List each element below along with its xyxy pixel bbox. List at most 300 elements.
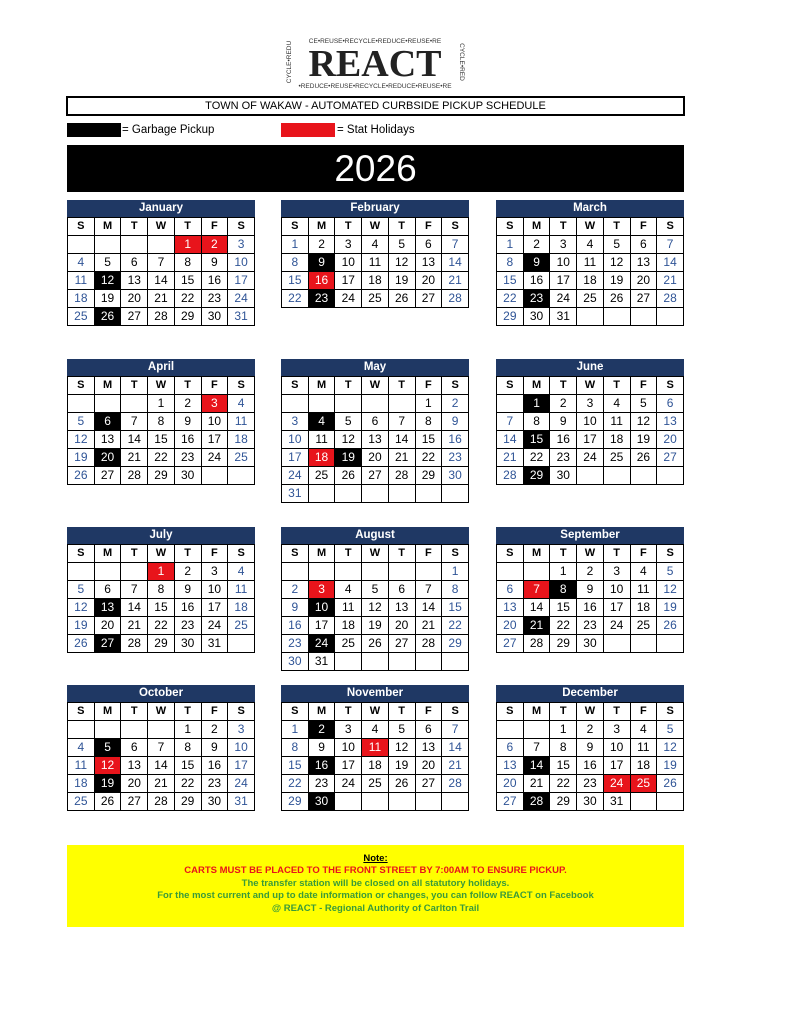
weekday-header: S xyxy=(497,703,524,721)
empty-cell xyxy=(68,721,95,739)
weekday-header: T xyxy=(335,545,362,563)
weekday-header: W xyxy=(362,545,389,563)
day-cell: 9 xyxy=(174,581,201,599)
day-cell: 28 xyxy=(497,467,524,485)
day-cell: 6 xyxy=(94,581,121,599)
day-cell: 4 xyxy=(362,721,389,739)
day-cell: 7 xyxy=(121,413,148,431)
day-cell: 25 xyxy=(68,308,95,326)
day-cell: 22 xyxy=(174,775,201,793)
month-name: June xyxy=(496,359,684,376)
weekday-header: F xyxy=(630,545,657,563)
day-cell: 9 xyxy=(201,254,228,272)
day-cell: 8 xyxy=(174,739,201,757)
day-cell: 8 xyxy=(282,254,309,272)
day-cell: 17 xyxy=(228,272,255,290)
weekday-header: M xyxy=(308,545,335,563)
day-cell: 12 xyxy=(94,272,121,290)
day-cell: 29 xyxy=(550,793,577,811)
day-cell: 10 xyxy=(577,413,604,431)
empty-cell xyxy=(362,395,389,413)
day-cell: 3 xyxy=(201,563,228,581)
empty-cell xyxy=(335,653,362,671)
day-cell: 16 xyxy=(523,272,550,290)
weekday-header: F xyxy=(415,377,442,395)
day-cell: 3 xyxy=(335,236,362,254)
logo-word: REACT xyxy=(308,43,442,85)
day-cell: 22 xyxy=(148,617,175,635)
day-cell: 4 xyxy=(630,563,657,581)
day-cell: 22 xyxy=(174,290,201,308)
day-cell: 18 xyxy=(335,617,362,635)
day-cell: 19 xyxy=(68,617,95,635)
weekday-header: S xyxy=(282,377,309,395)
day-cell: 12 xyxy=(94,757,121,775)
day-cell: 11 xyxy=(228,581,255,599)
empty-cell xyxy=(630,635,657,653)
note-line-pickup: CARTS MUST BE PLACED TO THE FRONT STREET BY 7:00AM TO ENSURE PICKUP. xyxy=(184,865,567,876)
weekday-header: T xyxy=(603,703,630,721)
day-cell: 17 xyxy=(228,757,255,775)
weekday-header: M xyxy=(94,545,121,563)
day-cell: 3 xyxy=(577,395,604,413)
day-cell: 25 xyxy=(630,617,657,635)
day-cell: 11 xyxy=(228,413,255,431)
day-cell: 13 xyxy=(362,431,389,449)
day-cell: 3 xyxy=(228,721,255,739)
logo-ring-left: CYCLE•REDU xyxy=(286,40,293,84)
day-cell: 12 xyxy=(388,254,415,272)
day-cell: 25 xyxy=(335,635,362,653)
day-cell: 14 xyxy=(657,254,684,272)
weekday-header: T xyxy=(335,703,362,721)
day-cell: 9 xyxy=(577,739,604,757)
empty-cell xyxy=(388,793,415,811)
day-cell: 7 xyxy=(121,581,148,599)
day-cell: 20 xyxy=(415,272,442,290)
day-cell: 23 xyxy=(308,290,335,308)
day-cell: 12 xyxy=(657,739,684,757)
empty-cell xyxy=(68,395,95,413)
day-cell: 23 xyxy=(282,635,309,653)
weekday-header: W xyxy=(148,703,175,721)
empty-cell xyxy=(442,653,469,671)
day-cell: 9 xyxy=(550,413,577,431)
day-cell: 12 xyxy=(657,581,684,599)
weekday-header: T xyxy=(550,545,577,563)
day-cell: 10 xyxy=(550,254,577,272)
empty-cell xyxy=(657,793,684,811)
day-cell: 23 xyxy=(308,775,335,793)
day-cell: 7 xyxy=(148,739,175,757)
day-cell: 2 xyxy=(174,395,201,413)
day-cell: 18 xyxy=(603,431,630,449)
day-cell: 8 xyxy=(550,739,577,757)
month-name: August xyxy=(281,527,469,544)
day-cell: 10 xyxy=(201,581,228,599)
day-cell: 28 xyxy=(657,290,684,308)
weekday-header: M xyxy=(308,218,335,236)
day-cell: 16 xyxy=(577,757,604,775)
weekday-header: M xyxy=(94,218,121,236)
empty-cell xyxy=(415,653,442,671)
day-cell: 18 xyxy=(630,599,657,617)
day-cell: 28 xyxy=(415,635,442,653)
day-cell: 5 xyxy=(388,721,415,739)
day-cell: 3 xyxy=(282,413,309,431)
day-cell: 17 xyxy=(603,599,630,617)
empty-cell xyxy=(388,395,415,413)
note-box xyxy=(67,845,684,927)
day-cell: 14 xyxy=(442,254,469,272)
weekday-header: T xyxy=(603,377,630,395)
empty-cell xyxy=(497,563,524,581)
month-name: March xyxy=(496,200,684,217)
weekday-header: W xyxy=(577,377,604,395)
day-cell: 6 xyxy=(415,236,442,254)
day-cell: 17 xyxy=(282,449,309,467)
day-cell: 7 xyxy=(497,413,524,431)
day-cell: 1 xyxy=(174,721,201,739)
day-cell: 20 xyxy=(415,757,442,775)
weekday-header: T xyxy=(174,218,201,236)
day-cell: 31 xyxy=(550,308,577,326)
day-cell: 14 xyxy=(415,599,442,617)
empty-cell xyxy=(388,653,415,671)
day-cell: 26 xyxy=(388,775,415,793)
day-cell: 15 xyxy=(497,272,524,290)
weekday-header: S xyxy=(228,218,255,236)
day-cell: 16 xyxy=(308,757,335,775)
day-cell: 21 xyxy=(148,290,175,308)
day-cell: 23 xyxy=(174,617,201,635)
day-cell: 23 xyxy=(201,290,228,308)
day-cell: 4 xyxy=(228,395,255,413)
weekday-header: W xyxy=(148,545,175,563)
day-cell: 11 xyxy=(630,739,657,757)
day-cell: 5 xyxy=(94,254,121,272)
weekday-header: T xyxy=(174,545,201,563)
day-cell: 24 xyxy=(201,617,228,635)
weekday-header: T xyxy=(121,218,148,236)
day-cell: 27 xyxy=(362,467,389,485)
day-cell: 7 xyxy=(415,581,442,599)
day-cell: 6 xyxy=(497,739,524,757)
day-cell: 6 xyxy=(362,413,389,431)
day-cell: 29 xyxy=(282,793,309,811)
month-september xyxy=(496,527,684,653)
weekday-header: M xyxy=(523,218,550,236)
weekday-header: F xyxy=(630,377,657,395)
empty-cell xyxy=(523,563,550,581)
empty-cell xyxy=(603,635,630,653)
day-cell: 8 xyxy=(148,413,175,431)
weekday-header: S xyxy=(497,377,524,395)
day-cell: 26 xyxy=(657,775,684,793)
empty-cell xyxy=(388,485,415,503)
day-cell: 5 xyxy=(603,236,630,254)
day-cell: 26 xyxy=(603,290,630,308)
day-cell: 31 xyxy=(201,635,228,653)
day-cell: 29 xyxy=(148,635,175,653)
day-cell: 20 xyxy=(362,449,389,467)
weekday-header: S xyxy=(282,545,309,563)
empty-cell xyxy=(362,653,389,671)
day-cell: 19 xyxy=(335,449,362,467)
day-cell: 8 xyxy=(282,739,309,757)
day-cell: 17 xyxy=(335,757,362,775)
month-february xyxy=(281,200,469,308)
weekday-header: T xyxy=(550,703,577,721)
day-cell: 24 xyxy=(577,449,604,467)
day-cell: 16 xyxy=(201,272,228,290)
weekday-header: W xyxy=(362,218,389,236)
empty-cell xyxy=(282,395,309,413)
day-cell: 25 xyxy=(603,449,630,467)
empty-cell xyxy=(415,563,442,581)
day-cell: 2 xyxy=(523,236,550,254)
day-cell: 30 xyxy=(174,635,201,653)
day-cell: 26 xyxy=(657,617,684,635)
day-cell: 1 xyxy=(282,236,309,254)
day-cell: 9 xyxy=(308,739,335,757)
day-cell: 1 xyxy=(550,563,577,581)
day-cell: 2 xyxy=(308,721,335,739)
day-cell: 17 xyxy=(550,272,577,290)
weekday-header: F xyxy=(415,218,442,236)
day-cell: 6 xyxy=(121,254,148,272)
day-cell: 5 xyxy=(335,413,362,431)
month-august xyxy=(281,527,469,671)
day-cell: 23 xyxy=(577,775,604,793)
day-cell: 12 xyxy=(335,431,362,449)
day-cell: 27 xyxy=(630,290,657,308)
day-cell: 8 xyxy=(148,581,175,599)
day-cell: 12 xyxy=(68,599,95,617)
day-cell: 15 xyxy=(415,431,442,449)
day-cell: 5 xyxy=(94,739,121,757)
day-cell: 20 xyxy=(121,775,148,793)
day-cell: 11 xyxy=(362,254,389,272)
weekday-header: S xyxy=(228,545,255,563)
day-cell: 29 xyxy=(415,467,442,485)
weekday-header: F xyxy=(630,703,657,721)
note-line-transfer: The transfer station will be closed on all statutory holidays. xyxy=(241,877,510,889)
garbage-legend-label: = Garbage Pickup xyxy=(122,124,215,136)
day-cell: 28 xyxy=(121,635,148,653)
day-cell: 2 xyxy=(308,236,335,254)
logo-ring-bottom: •REDUCE•REUSE•RECYCLE•REDUCE•REUSE•RE xyxy=(298,83,452,90)
day-cell: 16 xyxy=(577,599,604,617)
weekday-header: S xyxy=(497,218,524,236)
month-name: December xyxy=(496,685,684,702)
day-cell: 23 xyxy=(201,775,228,793)
weekday-header: T xyxy=(388,218,415,236)
day-cell: 27 xyxy=(121,793,148,811)
day-cell: 6 xyxy=(121,739,148,757)
weekday-header: F xyxy=(201,545,228,563)
day-cell: 12 xyxy=(388,739,415,757)
day-cell: 28 xyxy=(442,290,469,308)
day-cell: 28 xyxy=(523,635,550,653)
day-cell: 29 xyxy=(497,308,524,326)
day-cell: 5 xyxy=(388,236,415,254)
logo-ring-top: CE•REUSE•RECYCLE•REDUCE•REUSE•RE xyxy=(308,38,442,45)
weekday-header: S xyxy=(228,703,255,721)
day-cell: 20 xyxy=(497,775,524,793)
day-cell: 1 xyxy=(442,563,469,581)
day-cell: 19 xyxy=(94,775,121,793)
day-cell: 5 xyxy=(630,395,657,413)
day-cell: 18 xyxy=(577,272,604,290)
day-cell: 13 xyxy=(388,599,415,617)
day-cell: 21 xyxy=(442,757,469,775)
day-cell: 14 xyxy=(148,272,175,290)
day-cell: 27 xyxy=(497,635,524,653)
day-cell: 22 xyxy=(442,617,469,635)
day-cell: 12 xyxy=(362,599,389,617)
day-cell: 4 xyxy=(362,236,389,254)
month-april xyxy=(67,359,255,485)
empty-cell xyxy=(657,467,684,485)
day-cell: 13 xyxy=(630,254,657,272)
day-cell: 22 xyxy=(148,449,175,467)
month-name: April xyxy=(67,359,255,376)
day-cell: 6 xyxy=(630,236,657,254)
weekday-header: M xyxy=(523,545,550,563)
month-name: May xyxy=(281,359,469,376)
day-cell: 13 xyxy=(121,757,148,775)
day-cell: 4 xyxy=(335,581,362,599)
day-cell: 21 xyxy=(121,617,148,635)
month-name: September xyxy=(496,527,684,544)
day-cell: 28 xyxy=(148,308,175,326)
weekday-header: T xyxy=(121,545,148,563)
day-cell: 25 xyxy=(228,617,255,635)
day-cell: 29 xyxy=(442,635,469,653)
weekday-header: S xyxy=(442,703,469,721)
day-cell: 22 xyxy=(497,290,524,308)
day-cell: 25 xyxy=(308,467,335,485)
day-cell: 27 xyxy=(415,775,442,793)
day-cell: 19 xyxy=(603,272,630,290)
day-cell: 16 xyxy=(550,431,577,449)
day-cell: 26 xyxy=(630,449,657,467)
weekday-header: S xyxy=(282,703,309,721)
empty-cell xyxy=(415,793,442,811)
day-cell: 21 xyxy=(442,272,469,290)
day-cell: 4 xyxy=(577,236,604,254)
day-cell: 19 xyxy=(68,449,95,467)
weekday-header: M xyxy=(308,377,335,395)
day-cell: 16 xyxy=(308,272,335,290)
day-cell: 4 xyxy=(68,739,95,757)
day-cell: 19 xyxy=(94,290,121,308)
logo-ring-right: CYCLE•RED xyxy=(458,43,465,81)
empty-cell xyxy=(94,563,121,581)
day-cell: 3 xyxy=(550,236,577,254)
weekday-header: S xyxy=(497,545,524,563)
day-cell: 6 xyxy=(94,413,121,431)
day-cell: 18 xyxy=(362,757,389,775)
day-cell: 22 xyxy=(550,775,577,793)
day-cell: 31 xyxy=(308,653,335,671)
month-january xyxy=(67,200,255,326)
day-cell: 24 xyxy=(308,635,335,653)
day-cell: 14 xyxy=(121,599,148,617)
empty-cell xyxy=(442,793,469,811)
month-november xyxy=(281,685,469,811)
day-cell: 22 xyxy=(282,775,309,793)
weekday-header: S xyxy=(442,218,469,236)
day-cell: 15 xyxy=(148,599,175,617)
day-cell: 27 xyxy=(388,635,415,653)
day-cell: 19 xyxy=(388,272,415,290)
weekday-header: S xyxy=(68,377,95,395)
day-cell: 15 xyxy=(174,757,201,775)
day-cell: 6 xyxy=(657,395,684,413)
day-cell: 17 xyxy=(201,599,228,617)
weekday-header: T xyxy=(174,377,201,395)
day-cell: 30 xyxy=(201,308,228,326)
weekday-header: F xyxy=(201,703,228,721)
empty-cell xyxy=(362,563,389,581)
month-march xyxy=(496,200,684,326)
day-cell: 3 xyxy=(228,236,255,254)
day-cell: 20 xyxy=(497,617,524,635)
day-cell: 5 xyxy=(657,563,684,581)
day-cell: 11 xyxy=(68,757,95,775)
day-cell: 17 xyxy=(577,431,604,449)
empty-cell xyxy=(603,308,630,326)
day-cell: 28 xyxy=(148,793,175,811)
day-cell: 24 xyxy=(228,775,255,793)
day-cell: 13 xyxy=(121,272,148,290)
day-cell: 25 xyxy=(630,775,657,793)
day-cell: 26 xyxy=(362,635,389,653)
day-cell: 14 xyxy=(388,431,415,449)
empty-cell xyxy=(68,563,95,581)
empty-cell xyxy=(308,395,335,413)
day-cell: 11 xyxy=(577,254,604,272)
month-name: January xyxy=(67,200,255,217)
day-cell: 21 xyxy=(388,449,415,467)
day-cell: 28 xyxy=(121,467,148,485)
day-cell: 16 xyxy=(174,431,201,449)
day-cell: 16 xyxy=(201,757,228,775)
day-cell: 11 xyxy=(308,431,335,449)
day-cell: 9 xyxy=(523,254,550,272)
weekday-header: S xyxy=(282,218,309,236)
day-cell: 9 xyxy=(577,581,604,599)
weekday-header: F xyxy=(415,703,442,721)
day-cell: 17 xyxy=(308,617,335,635)
day-cell: 3 xyxy=(603,563,630,581)
day-cell: 5 xyxy=(657,721,684,739)
day-cell: 20 xyxy=(657,431,684,449)
day-cell: 9 xyxy=(174,413,201,431)
empty-cell xyxy=(228,635,255,653)
day-cell: 26 xyxy=(68,467,95,485)
day-cell: 2 xyxy=(201,236,228,254)
day-cell: 21 xyxy=(523,775,550,793)
day-cell: 3 xyxy=(201,395,228,413)
weekday-header: S xyxy=(68,703,95,721)
day-cell: 23 xyxy=(442,449,469,467)
day-cell: 7 xyxy=(442,236,469,254)
weekday-header: W xyxy=(362,377,389,395)
day-cell: 30 xyxy=(308,793,335,811)
